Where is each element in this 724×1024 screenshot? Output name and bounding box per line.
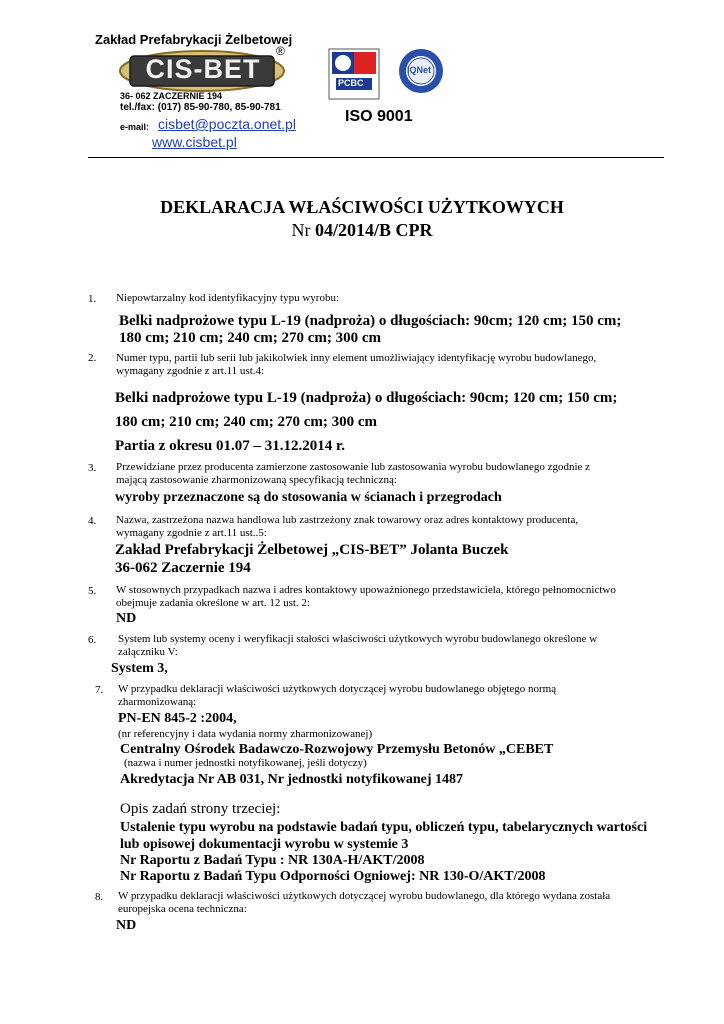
item-2-text-1: Numer typu, partii lub serii lub jakikolwiek inny element umożliwiający identyfikację wyrobu budowlanego, <box>116 352 597 364</box>
item-4-value-1: Zakład Prefabrykacji Żelbetowej „CIS-BET” Jolanta Buczek <box>115 542 509 558</box>
item-8-number: 8. <box>95 891 104 903</box>
header-divider <box>88 157 664 158</box>
item-1-number: 1. <box>88 293 97 305</box>
item-7-tasks-heading: Opis zadań strony trzeciej: <box>120 801 281 817</box>
item-6-number: 6. <box>88 634 97 646</box>
iso-label: ISO 9001 <box>345 108 413 125</box>
item-7-text-1: W przypadku deklaracji właściwości użytkowych dotyczącej wyrobu budowlanego objętego normą <box>118 683 557 695</box>
item-2-text-2: wymagany zgodnie z art.11 ust.4: <box>116 365 265 377</box>
iqnet-logo <box>398 48 444 94</box>
item-2-value-1: Belki nadprożowe typu L-19 (nadproża) o długościach: 90cm; 120 cm; 150 cm; <box>115 390 618 406</box>
number-prefix: Nr <box>291 220 311 240</box>
company-phone: tel./fax: (017) 85-90-780, 85-90-781 <box>120 102 281 113</box>
item-5-text-1: W stosownych przypadkach nazwa i adres kontaktowy upoważnionego przedstawiciela, którego pełnomocnictwo <box>116 584 616 596</box>
item-3-text-2: mającą zastosowanie zharmonizowaną specyfikacją techniczną: <box>116 474 397 486</box>
item-7-task-1: Ustalenie typu wyrobu na podstawie badań typu, obliczeń typu, tabelarycznych wartości <box>120 820 648 835</box>
item-7-note-2: (nazwa i numer jednostki notyfikowanej, jeśli dotyczy) <box>124 757 367 769</box>
item-7-task-2: lub opisowej dokumentacji wyrobu w systemie 3 <box>120 837 409 852</box>
website-link[interactable]: www.cisbet.pl <box>152 134 237 150</box>
item-3-number: 3. <box>88 462 97 474</box>
company-address: 36- 062 ZACZERNIE 194 <box>120 91 223 101</box>
iqnet-text: IQNet <box>407 65 432 75</box>
item-8-text-1: W przypadku deklaracji właściwości użytkowych dotyczącej wyrobu budowlanego, dla którego wydana została <box>118 890 611 902</box>
item-1-value-2: 180 cm; 210 cm; 240 cm; 270 cm; 300 cm <box>119 330 381 346</box>
item-6-text-2: załączniku V: <box>118 646 178 658</box>
pcbc-text: PCBC <box>338 78 364 88</box>
item-7-report-1: Nr Raportu z Badań Typu : NR 130A-H/AKT/2008 <box>120 853 425 868</box>
document-title: DEKLARACJA WŁAŚCIWOŚCI UŻYTKOWYCH <box>160 197 564 217</box>
logo-text: CIS-BET <box>145 54 261 84</box>
item-2-value-3: Partia z okresu 01.07 – 31.12.2014 r. <box>115 438 345 454</box>
item-2-value-2: 180 cm; 210 cm; 240 cm; 270 cm; 300 cm <box>115 414 377 430</box>
company-name: Zakład Prefabrykacji Żelbetowej <box>95 32 293 47</box>
pcbc-certification-logo <box>328 48 380 100</box>
item-5-number: 5. <box>88 585 97 597</box>
cisbet-logo <box>118 50 288 92</box>
item-4-number: 4. <box>88 515 97 527</box>
item-4-text-1: Nazwa, zastrzeżona nazwa handlowa lub zastrzeżony znak towarowy oraz adres kontaktowy producenta, <box>116 514 579 526</box>
registered-mark: ® <box>276 44 285 58</box>
item-7-accreditation: Akredytacja Nr AB 031, Nr jednostki notyfikowanej 1487 <box>120 772 464 787</box>
item-4-value-2: 36-062 Zaczernie 194 <box>115 560 251 576</box>
item-7-note-1: (nr referencyjny i data wydania normy zharmonizowanej) <box>118 728 373 740</box>
item-7-notified-body: Centralny Ośrodek Badawczo-Rozwojowy Przemysłu Betonów „CEBET <box>120 742 554 757</box>
document-number <box>0 220 724 241</box>
item-6-value: System 3, <box>111 661 168 676</box>
item-6-text-1: System lub systemy oceny i weryfikacji stałości właściwości użytkowych wyrobu budowlanego określone w <box>118 633 598 645</box>
email-link[interactable]: cisbet@poczta.onet.pl <box>158 116 296 132</box>
item-5-text-2: obejmuje zadania określone w art. 12 ust. 2: <box>116 597 310 609</box>
item-1-value-1: Belki nadprożowe typu L-19 (nadproża) o długościach: 90cm; 120 cm; 150 cm; <box>119 313 622 329</box>
email-label: e-mail: <box>120 122 150 132</box>
item-3-text-1: Przewidziane przez producenta zamierzone zastosowanie lub zastosowania wyrobu budowlanego zgodnie z <box>116 461 591 473</box>
item-7-number: 7. <box>95 684 104 696</box>
item-5-value: ND <box>116 611 137 626</box>
item-7-text-2: zharmonizowaną: <box>118 696 197 708</box>
item-7-report-2: Nr Raportu z Badań Typu Odporności Ogniowej: NR 130-O/AKT/2008 <box>120 869 546 884</box>
item-8-value: ND <box>116 918 137 933</box>
number-value: 04/2014/B CPR <box>314 220 433 240</box>
item-2-number: 2. <box>88 352 97 364</box>
item-4-text-2: wymagany zgodnie z art.11 ust..5: <box>116 527 267 539</box>
item-8-text-2: europejska ocena techniczna: <box>118 903 247 915</box>
item-1-text: Niepowtarzalny kod identyfikacyjny typu wyrobu: <box>116 292 340 304</box>
item-3-value: wyroby przeznaczone są do stosowania w ścianach i przegrodach <box>115 490 502 505</box>
item-7-standard: PN-EN 845-2 :2004, <box>118 711 237 726</box>
